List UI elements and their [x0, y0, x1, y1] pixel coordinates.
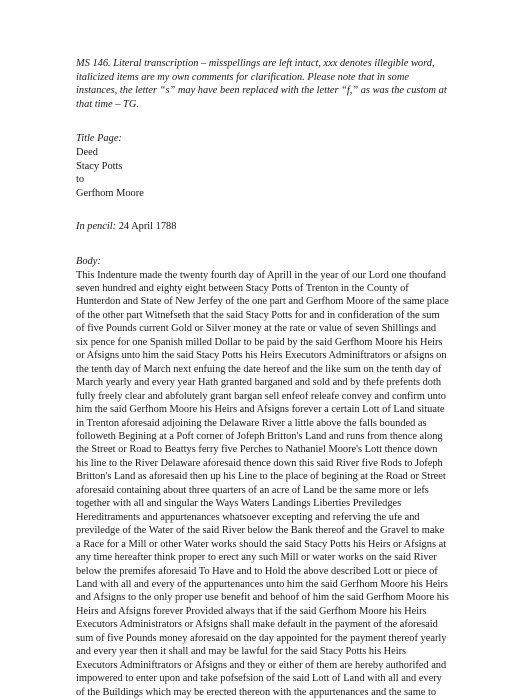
body-line: of the other part Witnefseth that the said Stacy Potts for and in confideration of the sum	[76, 309, 440, 321]
body-line: together with all and singular the Ways Waters Landings Liberties Previledges	[76, 498, 402, 510]
note-line: MS 146. Literal transcription – misspellings are left intact, xxx denotes illegible word,	[76, 58, 435, 69]
body-line: Heirs and Afsigns forever Provided always that if the said Gerfhom Moore his Heirs	[76, 605, 427, 617]
title-page-label: Title Page:	[76, 133, 122, 145]
note-line: that time – TG.	[76, 98, 139, 110]
body-line: and every year then it shall and may be lawful for the said Stacy Potts his Heirs	[76, 646, 407, 658]
body-line: Britton's Land as aforesaid then up his Line to the place of begining at the Road or Street	[76, 471, 446, 483]
body-line: Executors Administrators or Afsigns shall make default in the payment of the aforesaid	[76, 619, 438, 631]
document-page	[76, 57, 506, 699]
body-line: the Street or Road to Beattys ferry five Perches to Nathaniel Moore's Lott thence down	[76, 444, 438, 456]
note-line: italicized items are my own comments for clarification. Please note that in some	[76, 71, 409, 83]
pencil-date	[76, 220, 506, 234]
pencil-value: 24 April 1788	[116, 221, 177, 233]
body-line: Hunterdon and State of New Jerfey of the one part and Gerfhom Moore of the same place	[76, 296, 449, 308]
body-line: or Afsigns unto him the said Stacy Potts his Heirs Executors Adminiftrators or afsigns on	[76, 350, 447, 362]
body-line: him the said Gerfhom Moore his Heirs and Afsigns forever a certain Lott of Land situate	[76, 404, 445, 416]
body-label: Body:	[76, 255, 101, 267]
body-line: seven hundred and eighty eight between Stacy Potts of Trenton in the County of	[76, 282, 409, 294]
body-line: aforesaid containing about three quarters of an acre of Land be the same more or lefs	[76, 484, 429, 496]
body-line: fully freely clear and abfolutely grant bargan sell enfeof releafe convey and confirm unto	[76, 390, 446, 402]
body-line: below the premifes aforesaid To Have and to Hold the above described Lott or piece of	[76, 565, 438, 577]
body-line: March yearly and every year Hath granted barganed and sold and by thefe prefents doth	[76, 377, 442, 389]
note-line: instances, the letter “s” may have been replaced with the letter “f,” as was the custom at	[76, 85, 447, 97]
body-line: and Afsigns to the only proper use benefit and behoof of him the said Gerfhom Moore his	[76, 592, 449, 604]
transcription-note	[76, 57, 506, 111]
body-line: any time hereafter think proper to erect any such Mill or water works on the said River	[76, 552, 437, 564]
title-line: Deed	[76, 146, 98, 158]
title-line: Gerfhom Moore	[76, 187, 144, 199]
title-line: Stacy Potts	[76, 160, 123, 172]
body-line: six pence for one Spanish milled Dollar to be paid by the said Gerfhom Moore his Heirs	[76, 336, 443, 348]
body-line: his line to the River Delaware aforesaid thence down this said River five Rods to Jofeph	[76, 457, 443, 469]
body-line: followeth Begining at a Poft corner of Jofeph Britton's Land and runs from thence along	[76, 430, 443, 442]
body-line: sum of five Pounds money aforesaid on the day appointed for the payment thereof yearly	[76, 632, 447, 644]
body-line: a Race for a Mill or other Water works should the said Stacy Potts his Heirs or Afsigns at	[76, 538, 447, 550]
deed-body-text	[76, 269, 506, 699]
body-line: previledge of the Water of the said River below the Bank thereof and the Gravel to make	[76, 525, 445, 537]
title-page-lines	[76, 146, 506, 200]
body-line: Hereditraments and appurtenances whatsoever excepting and referving the ufe and	[76, 511, 420, 523]
body-line: of five Pounds current Gold or Silver money at the rate or value of seven Shillings and	[76, 323, 437, 335]
body-line: of the Buildings which may be erected thereon with the appurtenances and the same to	[76, 686, 437, 698]
body-line: Executors Adminiftrators or Afsigns and they or either of them are hereby authorifed and	[76, 659, 447, 671]
body-line: the tenth day of March next enfuing the date hereof and the like sum on the tenth day of	[76, 363, 442, 375]
title-page-section	[76, 132, 506, 200]
body-line: This Indenture made the twenty fourth day of Aprill in the year of our Lord one thoufand	[76, 269, 446, 281]
body-line: Land with all and every of the appurtenances unto him the said Gerfhom Moore his Heirs	[76, 578, 448, 590]
pencil-label: In pencil:	[76, 221, 117, 233]
body-line: impowered to enter upon and take pofsefsion of the said Lott of Land with all and every	[76, 673, 442, 685]
title-line: to	[76, 174, 85, 186]
body-line: in Trenton aforesaid adjoining the Delaware River a little above the falls bounded as	[76, 417, 427, 429]
